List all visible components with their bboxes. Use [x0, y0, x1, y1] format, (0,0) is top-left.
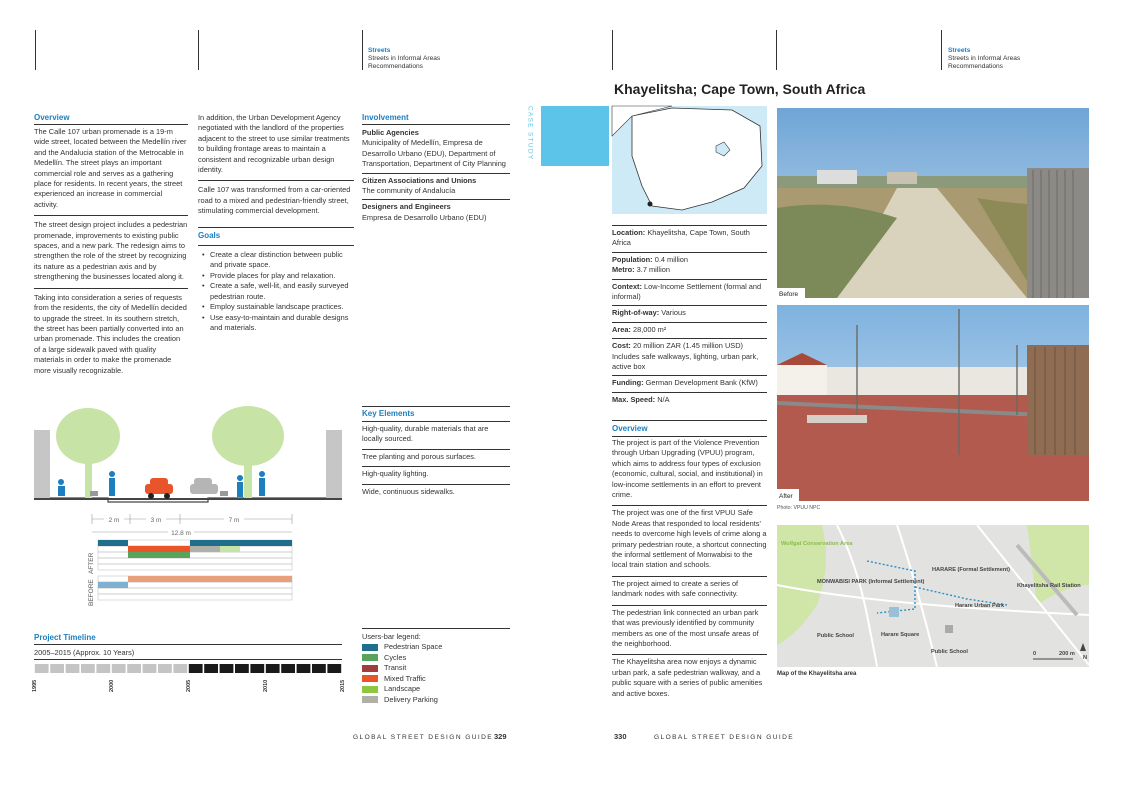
overview-right-body [612, 438, 767, 704]
list-item: • Create a safe, well-lit, and easily surveyed pedestrian route. [202, 281, 354, 302]
legend-label: Landscape [384, 684, 421, 694]
margin-marker [941, 30, 942, 70]
map-label: Khayelitsha Rail Station [1017, 583, 1081, 589]
scale-label: 200 m [1059, 651, 1075, 657]
paragraph: The project is part of the Violence Prevention through Urban Upgrading (VPUU) program, which aims to address four types of exclusion (economic, cultural, social, and institutional) in low-income settlements in an effort to prevent crime. [612, 438, 763, 500]
case-study-tab-right [588, 106, 600, 166]
page-number: 330 [614, 732, 627, 741]
info-row: Context: Low-Income Settlement (formal and informal) [612, 279, 767, 306]
legend-item [362, 642, 510, 653]
group-head: Citizen Associations and Unions [362, 175, 477, 185]
goals-list [198, 250, 354, 333]
dim-label: 2 m [108, 517, 120, 524]
column-2 [198, 113, 354, 333]
dim-label: 3 m [150, 517, 162, 524]
svg-text:Public School [817, 633, 854, 639]
group-text: Municipality of Medellín, Empresa de Desarrollo Urbano (EDU), Department of Transportation, Department of City Planning [362, 138, 506, 169]
paragraph: In addition, the Urban Development Agency negotiated with the landlord of the properties adjacent to the street to use similar treatments to building frontage areas to maintain a consistent and recognizable urban design identity. [198, 113, 350, 175]
list-item: • Create a clear distinction between public and private space. [202, 250, 354, 271]
svg-text:Wolfgat Conservation Area [781, 541, 853, 547]
svg-text:MONWABISI PARK (Informal Settl [817, 579, 925, 585]
timeline-year-cell [112, 664, 126, 673]
after-label: AFTER [88, 552, 95, 574]
users-bar-legend [362, 642, 510, 705]
street-section-diagram [30, 398, 350, 608]
dim-label: 12.8 m [171, 530, 191, 537]
case-study-tab-left [524, 106, 536, 166]
map-label: Wolfgat Conservation Area [781, 541, 853, 547]
paragraph: The Khayelitsha area now enjoys a dynamic urban park, a safe pedestrian walkway, and a public square with a series of public amenities and active boxes. [612, 657, 763, 698]
timeline-year-cell [127, 664, 141, 673]
list-item: • Provide places for play and relaxation. [202, 271, 354, 281]
list-item: • Employ sustainable landscape practices. [202, 302, 354, 312]
before-label: BEFORE [88, 579, 95, 606]
legend-item [362, 653, 510, 664]
before-photo [777, 108, 1089, 298]
info-row: Max. Speed: N/A [612, 392, 767, 408]
margin-marker [776, 30, 777, 70]
list-item: Tree planting and porous surfaces. [362, 449, 510, 466]
info-row: Funding: German Development Bank (KfW) [612, 375, 767, 391]
key-elements-list [362, 421, 510, 501]
timeline-range: 2005–2015 (Approx. 10 Years) [34, 648, 135, 657]
timeline-year-cell [312, 664, 326, 673]
map-label: MONWABISI PARK (Informal Settlement) [817, 579, 925, 585]
header-section: Streets [948, 47, 971, 54]
legend-label: Pedestrian Space [384, 642, 443, 652]
timeline-year-cell [96, 664, 110, 673]
header-line: Streets in Informal Areas [368, 55, 441, 62]
legend-label: Mixed Traffic [384, 673, 426, 683]
header-section: Streets [368, 47, 391, 54]
legend-swatch [362, 644, 378, 651]
legend-label: Delivery Parking [384, 694, 438, 704]
svg-text:0 [1033, 651, 1036, 657]
legend-label: Cycles [384, 652, 407, 662]
locator-map [612, 106, 767, 214]
north-label: N [1083, 655, 1088, 661]
info-row: Area: 28,000 m² [612, 322, 767, 338]
overview-heading: Overview [34, 113, 70, 122]
key-elements-heading: Key Elements [362, 409, 415, 418]
timeline-year-cell [143, 664, 157, 673]
svg-text:Khayelitsha Rail Station [1017, 583, 1081, 589]
after-photo [777, 305, 1089, 501]
legend-title: Users-bar legend: [362, 632, 421, 641]
margin-marker [35, 30, 36, 70]
timeline-year-cell [327, 664, 341, 673]
map-label: Harare Square [881, 632, 920, 638]
running-header-right [948, 47, 1020, 71]
location-marker-icon [648, 202, 653, 207]
timeline-year-cell [66, 664, 80, 673]
svg-text:200 m [1059, 651, 1075, 657]
timeline-year-cell [50, 664, 64, 673]
map-label: Harare Urban Park [955, 603, 1005, 609]
case-title: Khayelitsha; Cape Town, South Africa [614, 81, 866, 97]
timeline-year-label: 2005 [186, 679, 192, 692]
timeline-year-cell [173, 664, 187, 673]
footer-title: GLOBAL STREET DESIGN GUIDE [353, 734, 494, 741]
timeline-year-label: 2010 [263, 679, 269, 692]
legend-item [362, 695, 510, 706]
margin-marker [198, 30, 199, 70]
list-item: Wide, continuous sidewalks. [362, 484, 510, 501]
goals-heading: Goals [198, 227, 354, 241]
involvement-body [362, 124, 510, 223]
svg-text:Public School [931, 649, 968, 655]
timeline-year-cell [266, 664, 280, 673]
dim-label: 7 m [228, 517, 240, 524]
involvement-heading: Involvement [362, 113, 409, 122]
paragraph: Calle 107 was transformed from a car-oriented road to a mixed and pedestrian-friendly street, stimulating commercial development. [198, 185, 351, 216]
area-map [777, 525, 1089, 667]
legend-swatch [362, 686, 378, 693]
legend-swatch [362, 696, 378, 703]
running-header-left [368, 47, 440, 71]
legend-item [362, 684, 510, 695]
photo-label: Before [779, 291, 799, 298]
header-line: Recommendations [368, 63, 423, 70]
list-item: • Use easy-to-maintain and durable designs and materials. [202, 313, 354, 334]
page-number: 329 [494, 732, 507, 741]
info-row: Population: 0.4 million Metro: 3.7 million [612, 252, 767, 279]
svg-text:N [1083, 655, 1087, 661]
legend-item [362, 674, 510, 685]
project-info [612, 225, 767, 408]
paragraph: The pedestrian link connected an urban park that was previously identified by community members as one of the most unsafe areas of the neighborhood. [612, 607, 759, 648]
overview-body [34, 127, 188, 381]
overview-heading-right: Overview [612, 424, 648, 433]
header-line: Recommendations [948, 63, 1003, 70]
group-head: Public Agencies [362, 128, 419, 137]
legend-swatch [362, 654, 378, 661]
list-item: High-quality, durable materials that are locally sourced. [362, 421, 510, 449]
paragraph: The project was one of the first VPUU Safe Node Areas that responded to local residents' needs to overcome high levels of crime along a primary pedestrian route, a shortcut connecting the informal settlement of Monwabisi to the local train station and schools. [612, 508, 767, 570]
timeline-year-cell [158, 664, 172, 673]
paragraph: The Calle 107 urban promenade is a 19-m wide street, located between the Medellín river and the Andalucia station of the Metrocable in Medellín. The street plays an important commercial role and serves as a gathering place for residents. In recent years, the street experienced an increase in commercial activity. [34, 127, 187, 209]
timeline-year-label: 1995 [32, 679, 38, 692]
timeline-heading: Project Timeline [34, 633, 96, 642]
timeline-year-cell [204, 664, 218, 673]
list-item: High-quality lighting. [362, 466, 510, 483]
timeline-year-cell [35, 664, 49, 673]
photo-credit: Photo: VPUU NPC [777, 505, 821, 511]
timeline-year-cell [235, 664, 249, 673]
footer-title: GLOBAL STREET DESIGN GUIDE [654, 734, 795, 741]
margin-marker [612, 30, 613, 70]
timeline-year-cell [81, 664, 95, 673]
map-label: Public School [817, 633, 854, 639]
group-text: Empresa de Desarrollo Urbano (EDU) [362, 212, 487, 222]
map-label: HARARE (Formal Settlement) [932, 567, 1011, 573]
timeline-year-cell [281, 664, 295, 673]
info-row: Location: Khayelitsha, Cape Town, South Africa [612, 225, 767, 252]
paragraph: Taking into consideration a series of requests from the residents, the city of Medellín decided to upgrade the street. In its southern stretch, the street has been partially converted into an urban promenade. This includes the creation of a large sidewalk paved with quality materials in order to make the promenade more visually recognizable. [34, 292, 187, 375]
legend-label: Transit [384, 663, 407, 673]
photo-label: After [779, 493, 793, 500]
tab-label: CASE STUDY [590, 106, 598, 161]
tab-label: CASE STUDY [526, 106, 534, 161]
legend-item [362, 663, 510, 674]
map-caption: Map of the Khayelitsha area [777, 671, 857, 677]
margin-marker [362, 30, 363, 70]
timeline-year-cell [220, 664, 234, 673]
legend-swatch [362, 675, 378, 682]
group-text: The community of Andalucía [362, 186, 456, 196]
paragraph: The street design project includes a pedestrian promenade, improvements to existing public spaces, and a new park. The redesign aims to strengthen the role of the street by recognizing its nature as a pedestrian axis and by strengthening the businesses located along it. [34, 220, 188, 282]
timeline-year-cell [250, 664, 264, 673]
header-line: Streets in Informal Areas [948, 55, 1021, 62]
map-label: Public School [931, 649, 968, 655]
paragraph: The project aimed to create a series of landmark nodes with safe connectivity. [612, 578, 739, 599]
info-row: Right-of-way: Various [612, 305, 767, 321]
timeline-year-cell [189, 664, 203, 673]
scale-label: 0 [1033, 651, 1037, 657]
svg-text:Harare Square [881, 632, 919, 638]
group-head: Designers and Engineers [362, 202, 451, 212]
timeline-year-label: 2000 [109, 679, 115, 692]
legend-swatch [362, 665, 378, 672]
timeline-bar [34, 662, 344, 702]
timeline-year-cell [297, 664, 311, 673]
info-row: Cost: 20 million ZAR (1.45 million USD) Includes safe walkways, lighting, urban park, active box [612, 338, 767, 375]
timeline-year-label: 2015 [340, 679, 346, 692]
svg-text:HARARE (Formal Settlement) [932, 567, 1010, 573]
svg-text:Harare Urban Park [955, 603, 1005, 609]
